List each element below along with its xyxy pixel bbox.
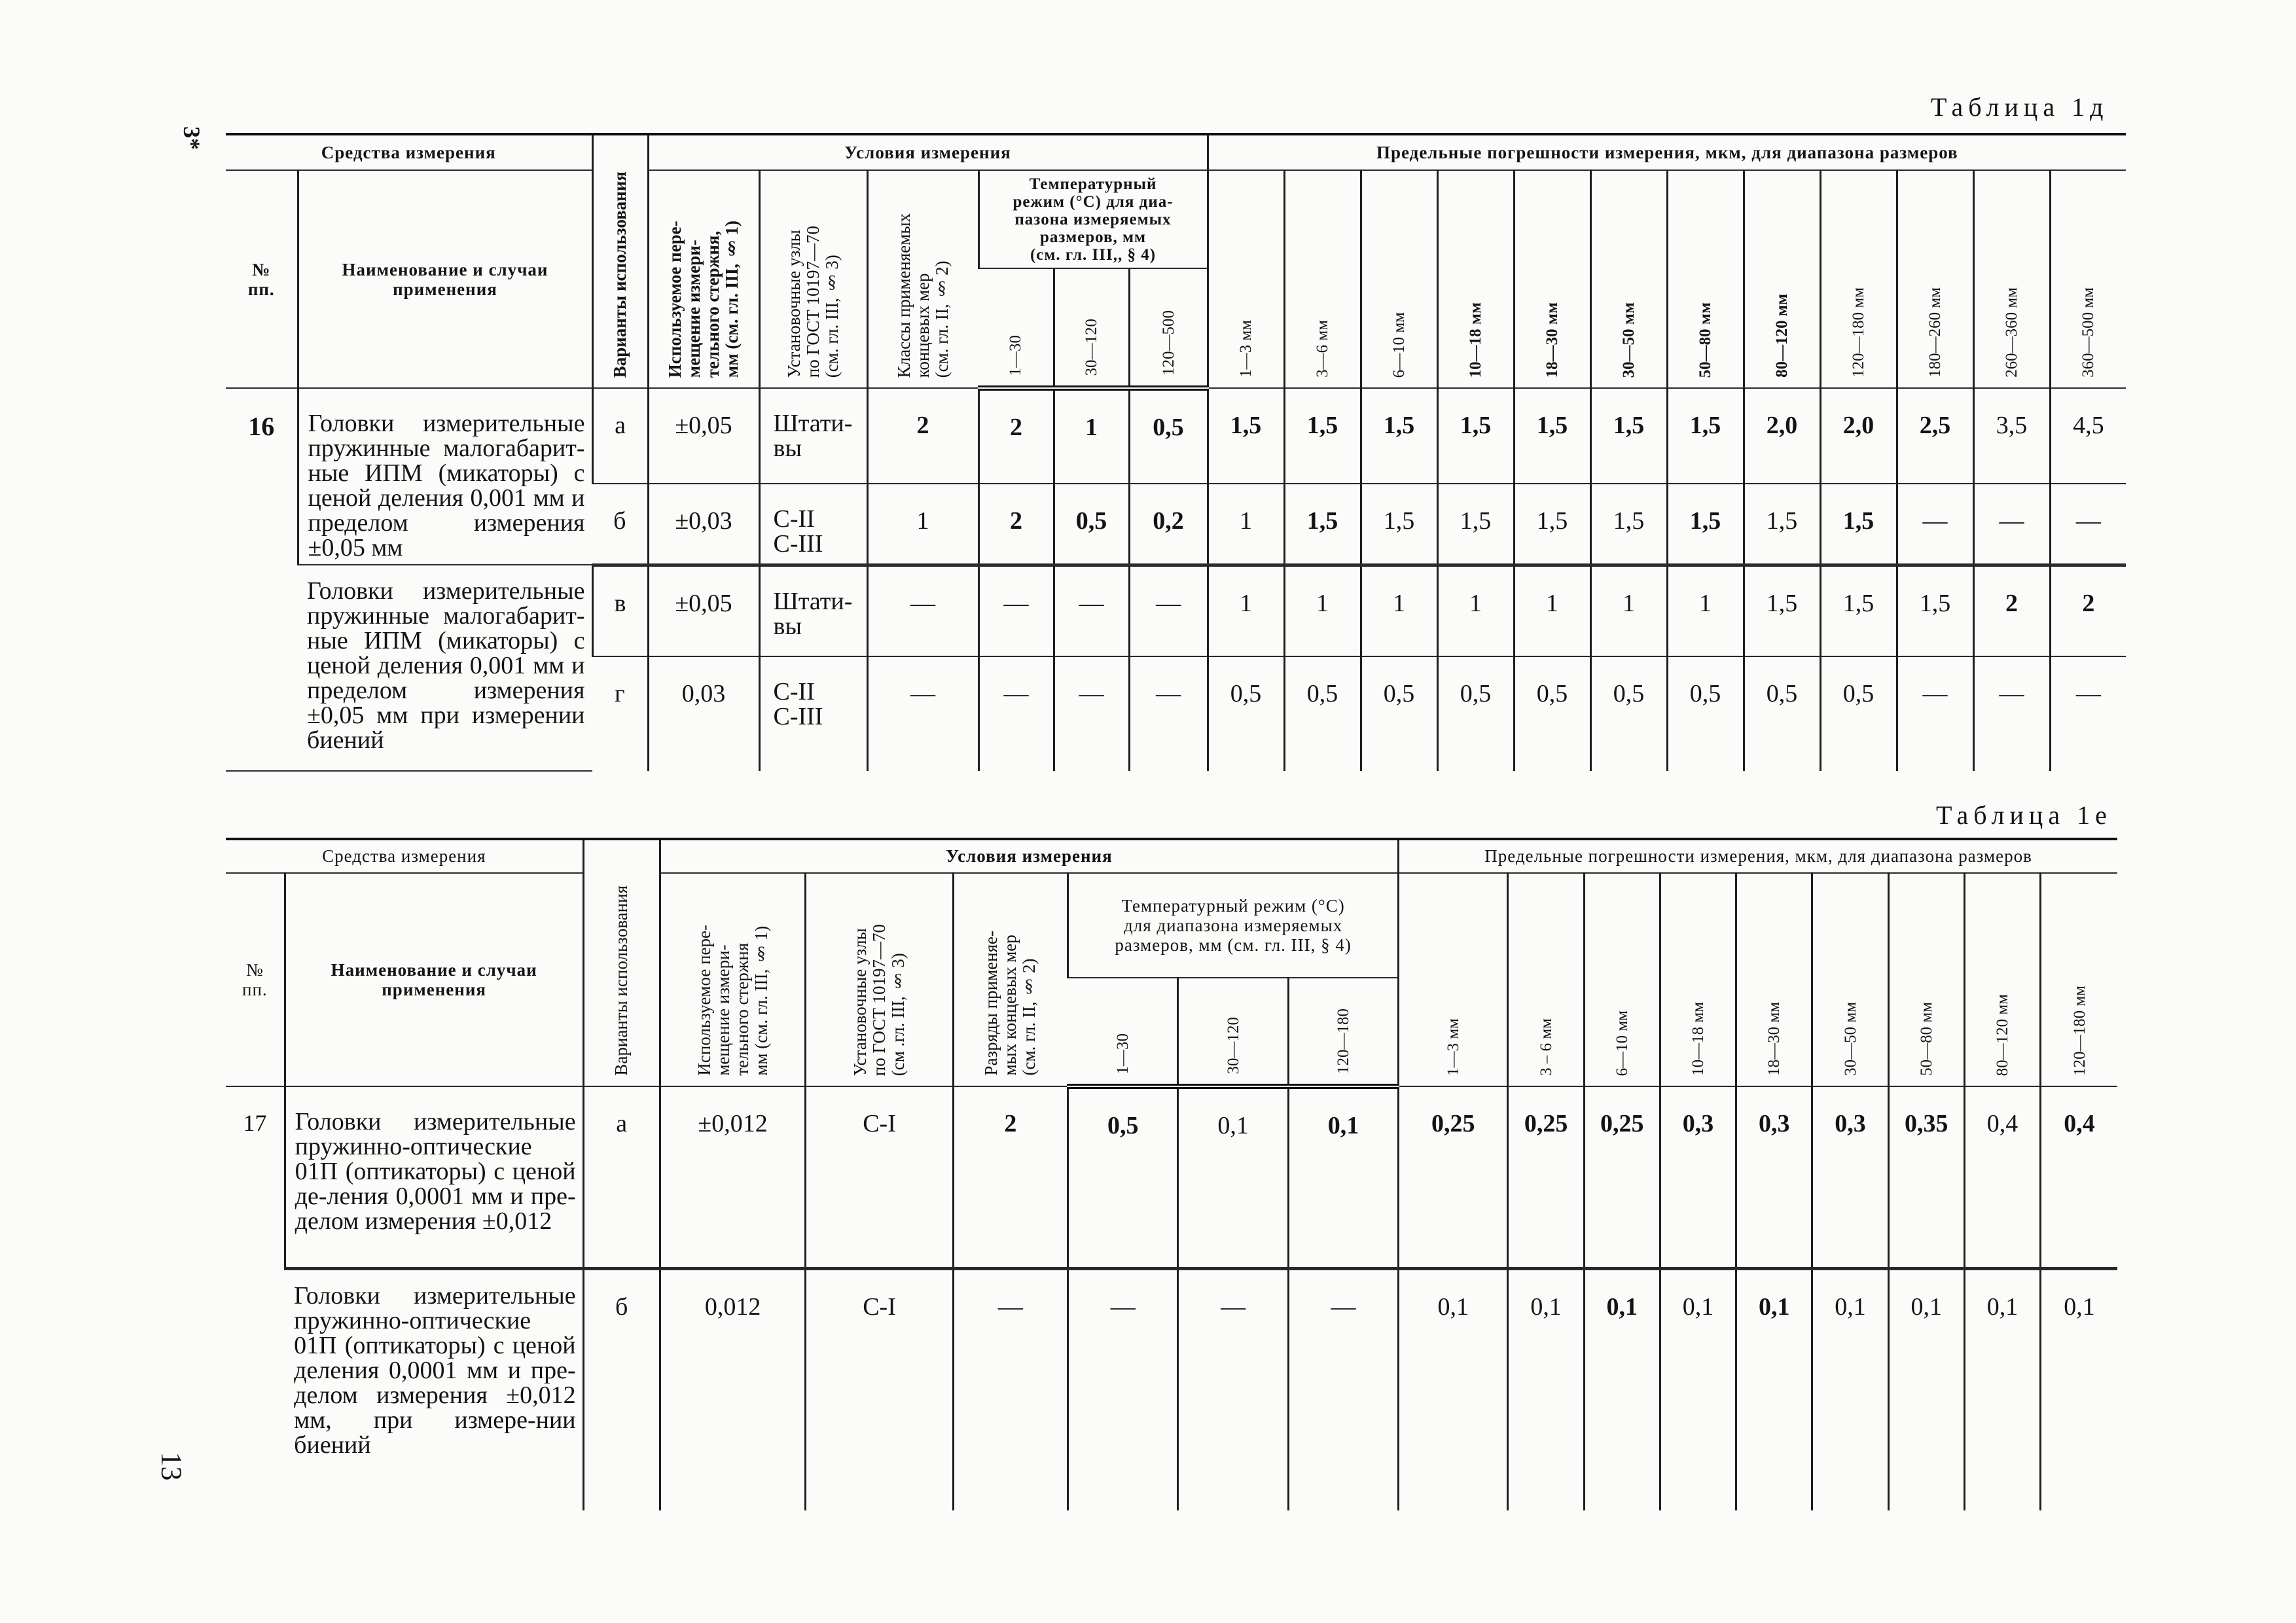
- cell-error: 1,5: [1590, 388, 1667, 484]
- cell-error: 1,5: [1361, 484, 1437, 565]
- cell-error: 0,1: [1964, 1268, 2040, 1510]
- cell-error: 1,5: [1437, 388, 1514, 484]
- cell-temp: —: [1288, 1268, 1398, 1510]
- cell-error: —: [2050, 656, 2126, 771]
- size-range: 3—6 мм: [1284, 170, 1361, 388]
- cell-variant: а: [592, 388, 648, 484]
- cell-error: 0,1: [1399, 1268, 1508, 1510]
- temp-range: 30—120: [1178, 978, 1288, 1086]
- cell-error: —: [1973, 484, 2050, 565]
- col-variant: Варианты использования: [592, 134, 648, 388]
- group-conditions: Условия измерения: [648, 134, 1208, 170]
- size-range: 30—50 мм: [1812, 873, 1888, 1086]
- cell-error: 0,1: [1508, 1268, 1584, 1510]
- cell-error: 0,1: [1660, 1268, 1736, 1510]
- col-name: Наименование и случаи применения: [285, 873, 583, 1086]
- col-name: Наименование и случаи применения: [298, 170, 592, 388]
- cell-error: 0,25: [1584, 1086, 1660, 1268]
- cell-error: —: [1897, 656, 1973, 771]
- size-range: 6—10 мм: [1361, 170, 1437, 388]
- size-range: 10—18 мм: [1437, 170, 1514, 388]
- size-range: 18—30 мм: [1514, 170, 1590, 388]
- table2: [226, 838, 2117, 1510]
- cell-temp: 0,5: [1129, 388, 1208, 484]
- cell-temp: 1: [1054, 388, 1129, 484]
- row-name: Головки измерительные пружинные малогабарит-ные ИПМ (микаторы) с ценой деления 0,001 мм и пределом измерения ±0,05 мм при измерении биений: [298, 565, 592, 771]
- cell-units: С-I: [806, 1268, 953, 1510]
- size-range: 3 – 6 мм: [1508, 873, 1584, 1086]
- cell-error: 1: [1208, 484, 1284, 565]
- cell-error: 1: [1514, 565, 1590, 656]
- cell-error: 2: [2050, 565, 2126, 656]
- col-num: № пп.: [226, 873, 285, 1086]
- cell-error: 2,0: [1744, 388, 1820, 484]
- col-units: Установочные узлы по ГОСТ 10197—70 (см. гл. III, § 3): [759, 170, 867, 388]
- size-range: 260—360 мм: [1973, 170, 2050, 388]
- cell-temp: —: [1129, 565, 1208, 656]
- cell-error: 0,1: [2041, 1268, 2117, 1510]
- cell-temp: 0,5: [1068, 1086, 1178, 1268]
- cell-displacement: ±0,012: [660, 1086, 805, 1268]
- cell-class: —: [953, 1268, 1067, 1510]
- group-means: Средства измерения: [226, 134, 592, 170]
- col-displacement: Используемое пере- мещение измери- тельного стержня, мм (см. гл. III, § 1): [648, 170, 759, 388]
- cell-error: 1,5: [1514, 388, 1590, 484]
- temp-range: 1—30: [1068, 978, 1178, 1086]
- size-range: 80—120 мм: [1744, 170, 1820, 388]
- temp-range: 1—30: [978, 268, 1054, 388]
- cell-temp: —: [1178, 1268, 1288, 1510]
- cell-error: 0,1: [1736, 1268, 1812, 1510]
- cell-error: 1,5: [1744, 484, 1820, 565]
- cell-error: 1,5: [1897, 565, 1973, 656]
- cell-error: 1,5: [1284, 484, 1361, 565]
- cell-error: 1,5: [1361, 388, 1437, 484]
- cell-temp: 0,2: [1129, 484, 1208, 565]
- col-displacement: Используемое пере- мещение измери- тельного стержня мм (см. гл. III, § 1): [660, 873, 805, 1086]
- cell-temp: 0,1: [1178, 1086, 1288, 1268]
- size-range: 1—3 мм: [1208, 170, 1284, 388]
- cell-error: 1: [1437, 565, 1514, 656]
- size-range: 50—80 мм: [1888, 873, 1964, 1086]
- cell-error: —: [1973, 656, 2050, 771]
- table1-caption: Таблица 1д: [1931, 92, 2109, 122]
- temp-range: 120—180: [1288, 978, 1398, 1086]
- cell-error: 0,35: [1888, 1086, 1964, 1268]
- cell-error: 0,25: [1399, 1086, 1508, 1268]
- size-range: 180—260 мм: [1897, 170, 1973, 388]
- cell-error: 1,5: [1590, 484, 1667, 565]
- cell-error: 2: [1973, 565, 2050, 656]
- row-name: Головки измерительные пружинно-оптические 01П (оптикаторы) с ценой деления 0,0001 мм и пре-делом измерения ±0,012 мм, при измере-нии биений: [294, 1281, 576, 1459]
- cell-displacement: 0,03: [648, 656, 759, 771]
- cell-displacement: ±0,03: [648, 484, 759, 565]
- cell-temp: 0,5: [1054, 484, 1129, 565]
- page-number: 13: [155, 1452, 188, 1481]
- cell-error: 0,3: [1812, 1086, 1888, 1268]
- cell-temp: 0,1: [1288, 1086, 1398, 1268]
- table1: [226, 133, 2126, 772]
- cell-error: —: [1897, 484, 1973, 565]
- cell-error: 0,5: [1284, 656, 1361, 771]
- table2-caption: Таблица 1е: [1936, 800, 2112, 830]
- cell-temp: 2: [978, 484, 1054, 565]
- cell-error: 2,5: [1897, 388, 1973, 484]
- cell-error: 0,1: [1584, 1268, 1660, 1510]
- size-range: 18—30 мм: [1736, 873, 1812, 1086]
- row-number: 17: [243, 1110, 267, 1136]
- cell-error: 1,5: [1284, 388, 1361, 484]
- cell-temp: —: [1054, 565, 1129, 656]
- col-classes: Разряды применяе- мых концевых мер (см. гл. II, § 2): [953, 873, 1067, 1086]
- cell-error: 1: [1667, 565, 1744, 656]
- group-errors: Предельные погрешности измерения, мкм, для диапазона размеров: [1208, 134, 2126, 170]
- cell-error: 0,4: [2041, 1086, 2117, 1268]
- cell-error: 0,5: [1590, 656, 1667, 771]
- cell-error: 1,5: [1208, 388, 1284, 484]
- size-range: 120—180 мм: [2041, 873, 2117, 1086]
- cell-displacement: ±0,05: [648, 388, 759, 484]
- size-range: 120—180 мм: [1820, 170, 1897, 388]
- cell-temp: —: [978, 565, 1054, 656]
- cell-variant: б: [592, 484, 648, 565]
- cell-error: —: [2050, 484, 2126, 565]
- size-range: 10—18 мм: [1660, 873, 1736, 1086]
- cell-units: Штати- вы: [759, 565, 867, 656]
- group-means: Средства измерения: [226, 839, 583, 873]
- cell-error: 0,5: [1744, 656, 1820, 771]
- cell-units: С-II С-III: [759, 656, 867, 771]
- cell-error: 1: [1208, 565, 1284, 656]
- cell-variant: г: [614, 680, 625, 707]
- cell-error: 0,5: [1208, 656, 1284, 771]
- cell-error: 0,5: [1820, 656, 1897, 771]
- cell-error: 3,5: [1973, 388, 2050, 484]
- col-variant: Варианты использования: [583, 839, 660, 1086]
- cell-error: 1,5: [1667, 484, 1744, 565]
- cell-error: 1,5: [1437, 484, 1514, 565]
- cell-temp: 2: [978, 388, 1054, 484]
- group-conditions: Условия измерения: [660, 839, 1398, 873]
- cell-error: 0,25: [1508, 1086, 1584, 1268]
- cell-class: —: [867, 656, 978, 771]
- row-name: Головки измерительные пружинно-оптические 01П (оптикаторы) с ценой де-ления 0,0001 мм и пре-делом измерения ±0,012: [285, 1086, 583, 1268]
- cell-error: 1: [1284, 565, 1361, 656]
- cell-class: 2: [867, 388, 978, 484]
- cell-temp: —: [1068, 1268, 1178, 1510]
- row-number: 16: [226, 388, 298, 771]
- cell-temp: —: [1054, 656, 1129, 771]
- cell-error: 1,5: [1820, 484, 1897, 565]
- cell-temp: —: [978, 656, 1054, 771]
- col-num: № пп.: [226, 170, 298, 388]
- cell-class: 2: [953, 1086, 1067, 1268]
- cell-error: 1: [1361, 565, 1437, 656]
- col-units: Установочные узлы по ГОСТ 10197—70 (см .гл. III, § 3): [806, 873, 953, 1086]
- cell-class: —: [867, 565, 978, 656]
- cell-units: С-I: [806, 1086, 953, 1268]
- cell-error: 1,5: [1514, 484, 1590, 565]
- size-range: 80—120 мм: [1964, 873, 2040, 1086]
- cell-error: 0,5: [1667, 656, 1744, 771]
- cell-error: 4,5: [2050, 388, 2126, 484]
- temp-range: 30—120: [1054, 268, 1129, 388]
- cell-error: 1: [1590, 565, 1667, 656]
- cell-temp: —: [1129, 656, 1208, 771]
- cell-error: 2,0: [1820, 388, 1897, 484]
- col-temp: Температурный режим (°С) для диа- пазона измеряемых размеров, мм (см. гл. III,, § 4): [978, 170, 1208, 268]
- cell-class: 1: [867, 484, 978, 565]
- cell-error: 0,1: [1812, 1268, 1888, 1510]
- size-range: 360—500 мм: [2050, 170, 2126, 388]
- cell-error: 1,5: [1667, 388, 1744, 484]
- cell-variant: б: [583, 1268, 660, 1510]
- col-temp: Температурный режим (°С) для диапазона измеряемых размеров, мм (см. гл. III, § 4): [1068, 873, 1399, 978]
- cell-error: 0,5: [1361, 656, 1437, 771]
- cell-error: 1,5: [1820, 565, 1897, 656]
- cell-variant: в: [592, 565, 648, 656]
- cell-displacement: 0,012: [660, 1268, 805, 1510]
- cell-error: 0,3: [1660, 1086, 1736, 1268]
- group-errors: Предельные погрешности измерения, мкм, для диапазона размеров: [1399, 839, 2117, 873]
- size-range: 6—10 мм: [1584, 873, 1660, 1086]
- cell-error: 0,1: [1888, 1268, 1964, 1510]
- cell-variant: а: [583, 1086, 660, 1268]
- row-name: Головки измерительные пружинные малогабарит-ные ИПМ (микаторы) с ценой деления 0,001 мм и пределом измерения ±0,05 мм: [298, 388, 592, 565]
- size-range: 1—3 мм: [1399, 873, 1508, 1086]
- size-range: 30—50 мм: [1590, 170, 1667, 388]
- temp-range: 120—500: [1129, 268, 1208, 388]
- corner-mark: 3*: [179, 126, 205, 150]
- col-classes: Классы применяемых концевых мер (см. гл. II, § 2): [867, 170, 978, 388]
- cell-error: 0,5: [1437, 656, 1514, 771]
- cell-error: 0,3: [1736, 1086, 1812, 1268]
- cell-units: Штати- вы: [759, 388, 867, 484]
- cell-error: 1,5: [1744, 565, 1820, 656]
- cell-error: 0,4: [1964, 1086, 2040, 1268]
- cell-units: С-II С-III: [759, 484, 867, 565]
- cell-error: 0,5: [1514, 656, 1590, 771]
- size-range: 50—80 мм: [1667, 170, 1744, 388]
- cell-displacement: ±0,05: [648, 565, 759, 656]
